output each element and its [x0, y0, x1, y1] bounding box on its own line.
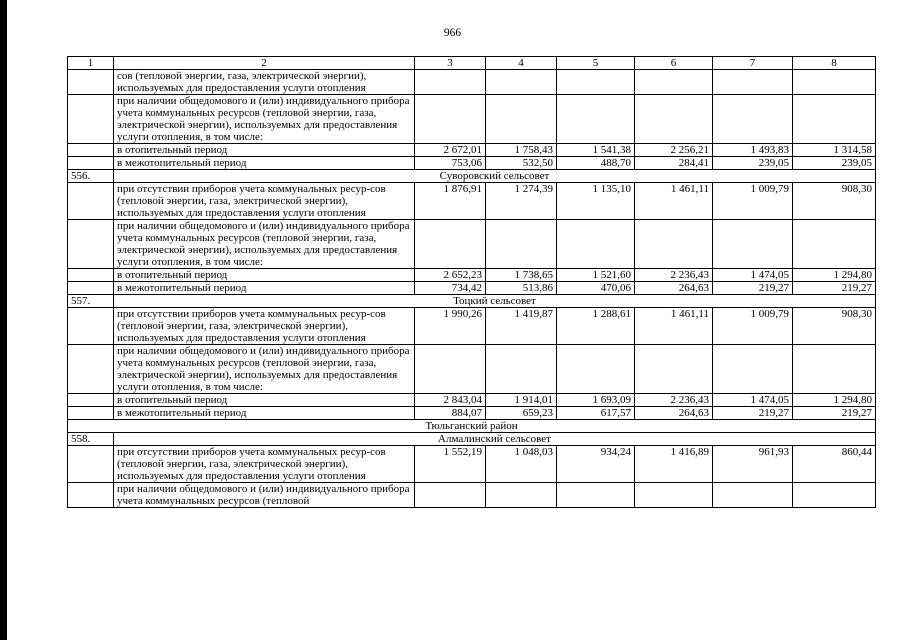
value-cell: [793, 95, 876, 144]
value-cell: 264,63: [635, 282, 713, 295]
value-cell: [486, 95, 557, 144]
value-cell: 470,06: [557, 282, 635, 295]
row-description-cell: при наличии общедомового и (или) индивидуального прибора учета коммунальных ресурсов (тепловой энергии, газа, электрической энергии), используемых для предоставления услуги отопления, в том числе:: [114, 345, 415, 394]
value-cell: 219,27: [713, 407, 793, 420]
row-number-cell: [68, 157, 114, 170]
value-cell: 1 416,89: [635, 446, 713, 483]
value-cell: 908,30: [793, 183, 876, 220]
value-cell: [635, 95, 713, 144]
value-cell: 264,63: [635, 407, 713, 420]
item-number-cell: 558.: [68, 433, 114, 446]
column-number-cell: 7: [713, 57, 793, 70]
settlement-header-row: [68, 433, 876, 446]
value-cell: 532,50: [486, 157, 557, 170]
value-cell: 1 461,11: [635, 183, 713, 220]
value-cell: 1 274,39: [486, 183, 557, 220]
value-cell: [486, 220, 557, 269]
table-row: [68, 407, 876, 420]
row-description-cell: в отопительный период: [114, 269, 415, 282]
value-cell: 934,24: [557, 446, 635, 483]
value-cell: [793, 483, 876, 508]
row-number-cell: [68, 95, 114, 144]
value-cell: 1 135,10: [557, 183, 635, 220]
column-number-cell: 4: [486, 57, 557, 70]
value-cell: 1 009,79: [713, 183, 793, 220]
row-number-cell: [68, 308, 114, 345]
value-cell: [557, 345, 635, 394]
row-description-cell: в отопительный период: [114, 394, 415, 407]
row-description-cell: в межотопительный период: [114, 282, 415, 295]
value-cell: [557, 70, 635, 95]
item-number-cell: 556.: [68, 170, 114, 183]
value-cell: 1 493,83: [713, 144, 793, 157]
value-cell: [557, 95, 635, 144]
item-number-cell: 557.: [68, 295, 114, 308]
value-cell: 860,44: [793, 446, 876, 483]
value-cell: 1 314,58: [793, 144, 876, 157]
row-description-cell: в межотопительный период: [114, 407, 415, 420]
value-cell: 884,07: [415, 407, 486, 420]
value-cell: 1 294,80: [793, 269, 876, 282]
row-description-cell: при отсутствии приборов учета коммунальных ресур-сов (тепловой энергии, газа, электрической энергии), используемых для предоставления услуги отопления: [114, 183, 415, 220]
value-cell: 239,05: [793, 157, 876, 170]
row-description-cell: при отсутствии приборов учета коммунальных ресур-сов (тепловой энергии, газа, электрической энергии), используемых для предоставления услуги отопления: [114, 308, 415, 345]
value-cell: 659,23: [486, 407, 557, 420]
value-cell: 1 990,26: [415, 308, 486, 345]
table-row: [68, 95, 876, 144]
row-number-cell: [68, 282, 114, 295]
value-cell: 488,70: [557, 157, 635, 170]
value-cell: 284,41: [635, 157, 713, 170]
value-cell: [713, 70, 793, 95]
column-number-row: [68, 57, 876, 70]
settlement-name-cell: Алмалинский сельсовет: [114, 433, 876, 446]
page-number: 966: [443, 27, 462, 39]
row-number-cell: [68, 483, 114, 508]
value-cell: 961,93: [713, 446, 793, 483]
table-row: [68, 220, 876, 269]
value-cell: 753,06: [415, 157, 486, 170]
column-number-cell: 6: [635, 57, 713, 70]
row-number-cell: [68, 144, 114, 157]
table-row: [68, 144, 876, 157]
value-cell: [793, 220, 876, 269]
value-cell: [713, 95, 793, 144]
table-row: [68, 308, 876, 345]
table-row: [68, 157, 876, 170]
value-cell: 1 474,05: [713, 394, 793, 407]
value-cell: [635, 70, 713, 95]
value-cell: 734,42: [415, 282, 486, 295]
row-number-cell: [68, 70, 114, 95]
value-cell: 617,57: [557, 407, 635, 420]
table-row: [68, 70, 876, 95]
value-cell: [486, 483, 557, 508]
column-number-cell: 2: [114, 57, 415, 70]
value-cell: 2 236,43: [635, 269, 713, 282]
column-number-cell: 3: [415, 57, 486, 70]
value-cell: [713, 345, 793, 394]
row-description-cell: при наличии общедомового и (или) индивидуального прибора учета коммунальных ресурсов (тепловой: [114, 483, 415, 508]
value-cell: 219,27: [793, 407, 876, 420]
column-number-cell: 1: [68, 57, 114, 70]
settlement-name-cell: Суворовский сельсовет: [114, 170, 876, 183]
value-cell: [415, 95, 486, 144]
value-cell: 1 474,05: [713, 269, 793, 282]
value-cell: 2 652,23: [415, 269, 486, 282]
row-description-cell: при наличии общедомового и (или) индивидуального прибора учета коммунальных ресурсов (тепловой энергии, газа, электрической энергии), используемых для предоставления услуги отопления, в том числе:: [114, 95, 415, 144]
value-cell: [415, 483, 486, 508]
value-cell: 1 294,80: [793, 394, 876, 407]
value-cell: 908,30: [793, 308, 876, 345]
row-description-cell: при наличии общедомового и (или) индивидуального прибора учета коммунальных ресурсов (тепловой энергии, газа, электрической энергии), используемых для предоставления услуги отопления, в том числе:: [114, 220, 415, 269]
column-number-cell: 8: [793, 57, 876, 70]
value-cell: [557, 220, 635, 269]
value-cell: 1 419,87: [486, 308, 557, 345]
row-description-cell: сов (тепловой энергии, газа, электрической энергии), используемых для предоставления услуги отопления: [114, 70, 415, 95]
value-cell: 1 552,19: [415, 446, 486, 483]
value-cell: 1 048,03: [486, 446, 557, 483]
value-cell: 2 672,01: [415, 144, 486, 157]
value-cell: [793, 70, 876, 95]
row-description-cell: в отопительный период: [114, 144, 415, 157]
value-cell: 1 738,65: [486, 269, 557, 282]
value-cell: 1 876,91: [415, 183, 486, 220]
row-number-cell: [68, 345, 114, 394]
value-cell: 1 758,43: [486, 144, 557, 157]
row-number-cell: [68, 446, 114, 483]
value-cell: 1 009,79: [713, 308, 793, 345]
table-row: [68, 183, 876, 220]
value-cell: [486, 70, 557, 95]
value-cell: 2 236,43: [635, 394, 713, 407]
value-cell: 2 256,21: [635, 144, 713, 157]
row-number-cell: [68, 394, 114, 407]
value-cell: 1 914,01: [486, 394, 557, 407]
table-row: [68, 345, 876, 394]
column-number-cell: 5: [557, 57, 635, 70]
value-cell: 2 843,04: [415, 394, 486, 407]
value-cell: [713, 220, 793, 269]
settlement-name-cell: Тоцкий сельсовет: [114, 295, 876, 308]
table-row: [68, 446, 876, 483]
row-number-cell: [68, 183, 114, 220]
value-cell: [415, 220, 486, 269]
row-number-cell: [68, 407, 114, 420]
value-cell: [415, 345, 486, 394]
value-cell: [635, 345, 713, 394]
value-cell: 219,27: [713, 282, 793, 295]
value-cell: 1 541,38: [557, 144, 635, 157]
district-header-row: [68, 420, 876, 433]
value-cell: [713, 483, 793, 508]
value-cell: [793, 345, 876, 394]
value-cell: [635, 220, 713, 269]
value-cell: 513,86: [486, 282, 557, 295]
value-cell: 1 288,61: [557, 308, 635, 345]
table-row: [68, 269, 876, 282]
value-cell: [635, 483, 713, 508]
left-scan-edge: [0, 0, 7, 640]
value-cell: [486, 345, 557, 394]
value-cell: [415, 70, 486, 95]
value-cell: [557, 483, 635, 508]
table-row: [68, 282, 876, 295]
value-cell: 219,27: [793, 282, 876, 295]
table-row: [68, 394, 876, 407]
district-name-cell: Тюльганский район: [68, 420, 876, 433]
tariff-table: [67, 56, 876, 508]
table-row: [68, 483, 876, 508]
value-cell: 239,05: [713, 157, 793, 170]
row-description-cell: при отсутствии приборов учета коммунальных ресур-сов (тепловой энергии, газа, электрической энергии), используемых для предоставления услуги отопления: [114, 446, 415, 483]
settlement-header-row: [68, 170, 876, 183]
value-cell: 1 693,09: [557, 394, 635, 407]
settlement-header-row: [68, 295, 876, 308]
row-number-cell: [68, 269, 114, 282]
value-cell: 1 461,11: [635, 308, 713, 345]
value-cell: 1 521,60: [557, 269, 635, 282]
row-number-cell: [68, 220, 114, 269]
row-description-cell: в межотопительный период: [114, 157, 415, 170]
table-body: [68, 57, 876, 508]
